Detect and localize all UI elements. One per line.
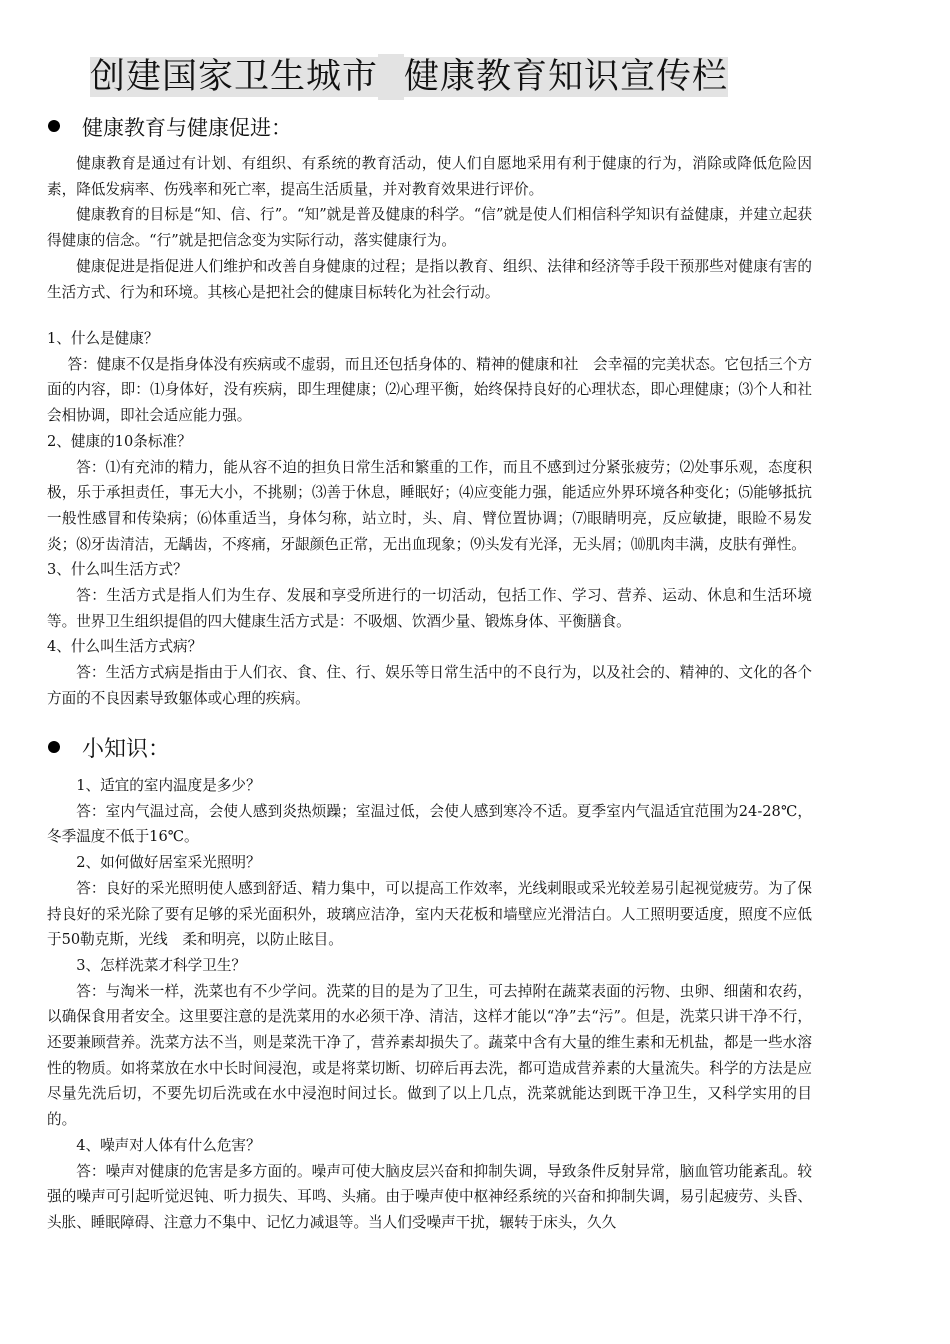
section-heading-text: 健康教育与健康促进： bbox=[82, 116, 292, 140]
answer: 答：⑴有充沛的精力，能从容不迫的担负日常生活和繁重的工作，而且不感到过分紧张疲劳；⑵处事乐观，态度积极，乐于承担责任，事无大小，不挑剔；⑶善于休息，睡眠好；⑷应变能力强，能适应外界环境各种变化；⑸能够抵抗一般性感冒和传染病；⑹体重适当，身体匀称，站立时，头、肩、臂位置协调；⑺眼睛明亮，反应敏捷，眼睑不易发炎；⑻牙齿清洁，无龋齿，不疼痛，牙龈颜色正常，无出血现象；⑼头发有光泽，无头屑；⑽肌肉丰满，皮肤有弹性。 bbox=[47, 458, 812, 553]
paragraph: 健康教育是通过有计划、有组织、有系统的教育活动，使人们自愿地采用有利于健康的行为，消除或降低危险因素，降低发病率、伤残率和死亡率，提高生活质量，并对教育效果进行评价。 bbox=[47, 155, 812, 198]
qa-list bbox=[47, 326, 812, 712]
section-heading-tips bbox=[48, 736, 170, 764]
title-gap bbox=[378, 54, 404, 100]
bullet-icon bbox=[48, 120, 60, 132]
tip-answer: 答：噪声对健康的危害是多方面的。噪声可使大脑皮层兴奋和抑制失调，导致条件反射异常，脑血管功能紊乱。较强的噪声可引起听觉迟钝、听力损失、耳鸣、头痛。由于噪声使中枢神经系统的兴奋和抑制失调，易引起疲劳、头昏、头胀、睡眠障碍、注意力不集中、记忆力减退等。当人们受噪声干扰，辗转于床头，久久 bbox=[47, 1162, 812, 1231]
title-part-2: 健康教育知识宣传栏 bbox=[404, 57, 729, 97]
intro-paragraphs bbox=[47, 151, 812, 305]
title-part-1: 创建国家卫生城市 bbox=[90, 57, 379, 97]
question: 4、什么叫生活方式病？ bbox=[47, 638, 203, 656]
tips-list bbox=[47, 773, 812, 1236]
tip-question: 4、噪声对人体有什么危害？ bbox=[76, 1136, 261, 1154]
section-heading-text: 小知识： bbox=[82, 737, 171, 762]
tip-answer: 答：室内气温过高，会使人感到炎热烦躁；室温过低，会使人感到寒冷不适。夏季室内气温适宜范围为24-28℃，冬季温度不低于16℃。 bbox=[47, 802, 812, 846]
tip-answer: 答：与淘米一样，洗菜也有不少学问。洗菜的目的是为了卫生，可去掉附在蔬菜表面的污物、虫卵、细菌和农药，以确保食用者安全。这里要注意的是洗菜用的水必须干净、清洁，这样才能以“净”去“污”。但是，洗菜只讲干净不行，还要兼顾营养。洗菜方法不当，则是菜洗干净了，营养素却损失了。蔬菜中含有大量的维生素和无机盐，都是一些水溶性的物质。如将菜放在水中长时间浸泡，或是将菜切断、切碎后再去洗，都可造成营养素的大量流失。科学的方法是应尽量先洗后切，不要先切后洗或在水中浸泡时间过长。做到了以上几点，洗菜就能达到既干净卫生，又科学实用的目的。 bbox=[47, 982, 812, 1129]
bullet-icon bbox=[48, 741, 60, 753]
question: 1、什么是健康？ bbox=[47, 330, 159, 347]
answer: 答：健康不仅是指身体没有疾病或不虚弱，而且还包括身体的、精神的健康和社 会幸福的完美状态。它包括三个方面的内容，即：⑴身体好，没有疾病，即生理健康；⑵心理平衡，始终保持良好的心理状态，即心理健康；⑶个人和社会相协调，即社会适应能力强。 bbox=[47, 355, 812, 425]
paragraph: 健康教育的目标是“知、信、行”。“知”就是普及健康的科学。“信”就是使人们相信科学知识有益健康，并建立起获得健康的信念。“行”就是把信念变为实际行动，落实健康行为。 bbox=[47, 206, 812, 250]
tip-answer: 答：良好的采光照明使人感到舒适、精力集中，可以提高工作效率，光线刺眼或采光较差易引起视觉疲劳。为了保持良好的采光除了要有足够的采光面积外，玻璃应洁净，室内天花板和墙壁应光滑洁白。人工照明要适度，照度不应低于50勒克斯，光线 柔和明亮，以防止眩目。 bbox=[47, 879, 812, 949]
page-title bbox=[90, 54, 728, 100]
paragraph: 健康促进是指促进人们维护和改善自身健康的过程；是指以教育、组织、法律和经济等手段干预那些对健康有害的生活方式、行为和环境。其核心是把社会的健康目标转化为社会行动。 bbox=[47, 257, 812, 301]
question: 2、健康的10条标准？ bbox=[47, 432, 192, 450]
tip-question: 1、适宜的室内温度是多少？ bbox=[76, 777, 261, 794]
section-heading-health-education bbox=[48, 114, 292, 142]
tip-question: 3、怎样洗菜才科学卫生？ bbox=[76, 956, 247, 974]
tip-question: 2、如何做好居室采光照明？ bbox=[76, 854, 261, 872]
question: 3、什么叫生活方式？ bbox=[47, 561, 188, 579]
answer: 答：生活方式是指人们为生存、发展和享受所进行的一切活动，包括工作、学习、营养、运动、休息和生活环境等。世界卫生组织提倡的四大健康生活方式是：不吸烟、饮酒少量、锻炼身体、平衡膳食。 bbox=[47, 587, 812, 630]
answer: 答：生活方式病是指由于人们衣、食、住、行、娱乐等日常生活中的不良行为，以及社会的、精神的、文化的各个方面的不良因素导致躯体或心理的疾病。 bbox=[47, 664, 812, 707]
